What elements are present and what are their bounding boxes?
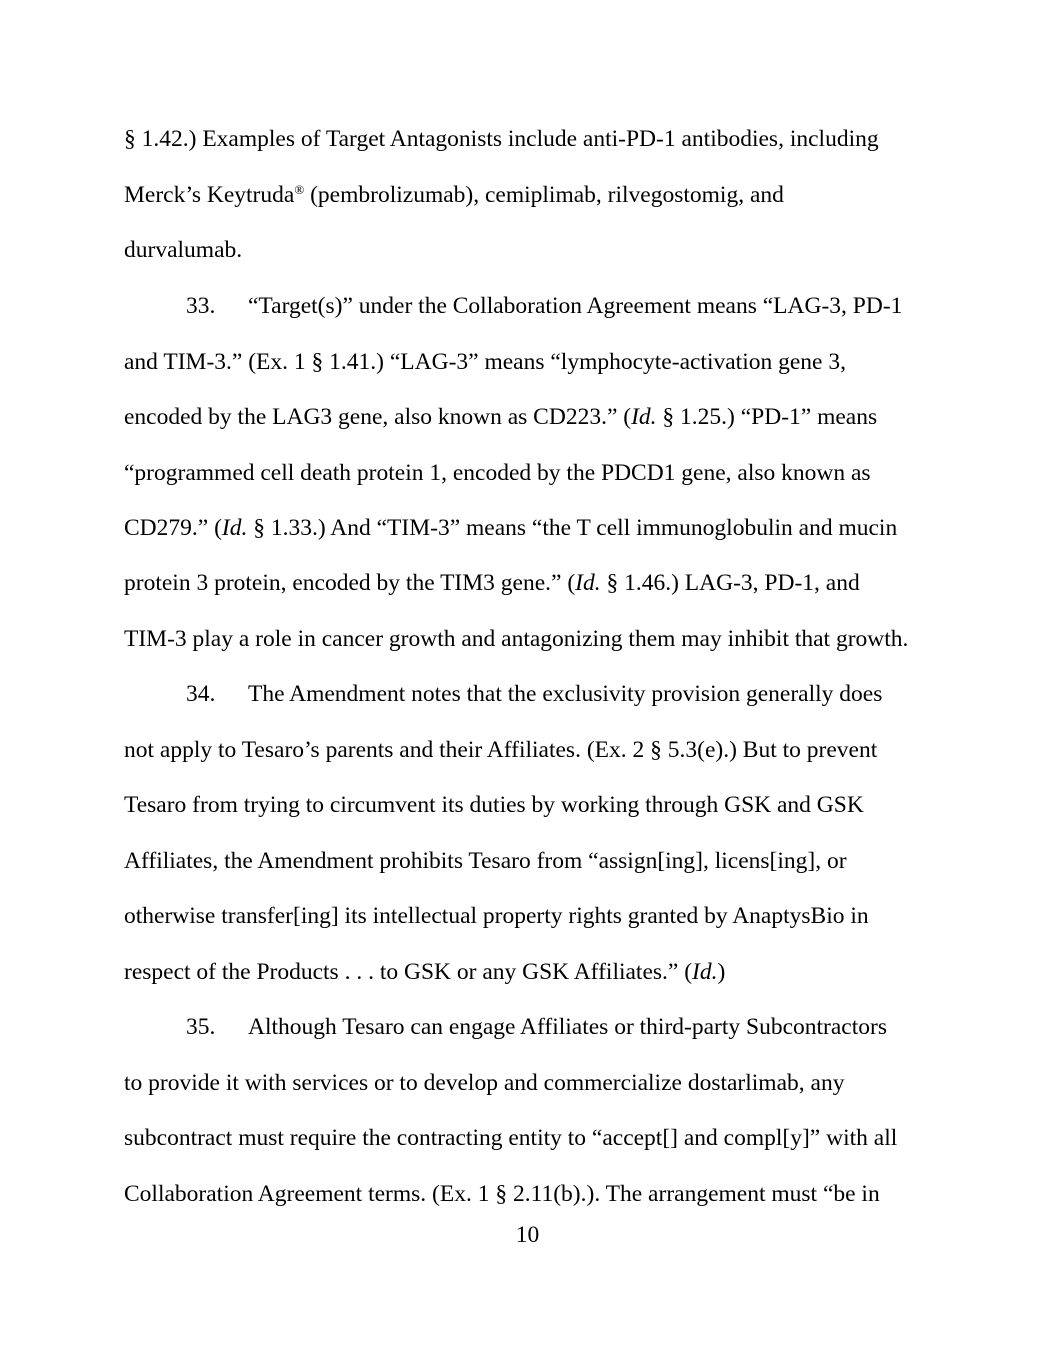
- text-line: CD279.” (Id. § 1.33.) And “TIM-3” means “the T cell immunoglobulin and mucin: [124, 515, 898, 541]
- paragraph-start-34: 34. The Amendment notes that the exclusivity provision generally does: [186, 681, 883, 707]
- text-line: respect of the Products . . . to GSK or any GSK Affiliates.” (Id.): [124, 959, 726, 985]
- text-line: § 1.42.) Examples of Target Antagonists include anti-PD-1 antibodies, including: [124, 126, 879, 152]
- text-line: subcontract must require the contracting entity to “accept[] and compl[y]” with all: [124, 1125, 898, 1151]
- paragraph-start-35: 35. Although Tesaro can engage Affiliates or third-party Subcontractors: [186, 1014, 887, 1040]
- text-line: TIM-3 play a role in cancer growth and antagonizing them may inhibit that growth.: [124, 626, 909, 652]
- paragraph-number: 35.: [186, 1014, 216, 1040]
- page-number: 10: [515, 1222, 540, 1248]
- text-line: “programmed cell death protein 1, encoded by the PDCD1 gene, also known as: [124, 460, 871, 486]
- paragraph-number: 33.: [186, 293, 216, 319]
- text-line: encoded by the LAG3 gene, also known as CD223.” (Id. § 1.25.) “PD-1” means: [124, 404, 878, 430]
- text-line: and TIM-3.” (Ex. 1 § 1.41.) “LAG-3” means “lymphocyte-activation gene 3,: [124, 349, 846, 375]
- text-line: not apply to Tesaro’s parents and their Affiliates. (Ex. 2 § 5.3(e).) But to prevent: [124, 737, 878, 763]
- text-line: otherwise transfer[ing] its intellectual property rights granted by AnaptysBio in: [124, 903, 869, 929]
- text-line: Merck’s Keytruda® (pembrolizumab), cemiplimab, rilvegostomig, and: [124, 182, 784, 208]
- text-line: durvalumab.: [124, 237, 243, 263]
- text-line: to provide it with services or to develop and commercialize dostarlimab, any: [124, 1070, 845, 1096]
- text-line: Affiliates, the Amendment prohibits Tesaro from “assign[ing], licens[ing], or: [124, 848, 847, 874]
- paragraph-start-33: 33. “Target(s)” under the Collaboration Agreement means “LAG-3, PD-1: [186, 293, 903, 319]
- text-line: protein 3 protein, encoded by the TIM3 gene.” (Id. § 1.46.) LAG-3, PD-1, and: [124, 570, 860, 596]
- text-line: Collaboration Agreement terms. (Ex. 1 § 2.11(b).). The arrangement must “be in: [124, 1181, 880, 1207]
- paragraph-number: 34.: [186, 681, 216, 707]
- registered-mark: ®: [294, 182, 305, 198]
- text-line: Tesaro from trying to circumvent its duties by working through GSK and GSK: [124, 792, 864, 818]
